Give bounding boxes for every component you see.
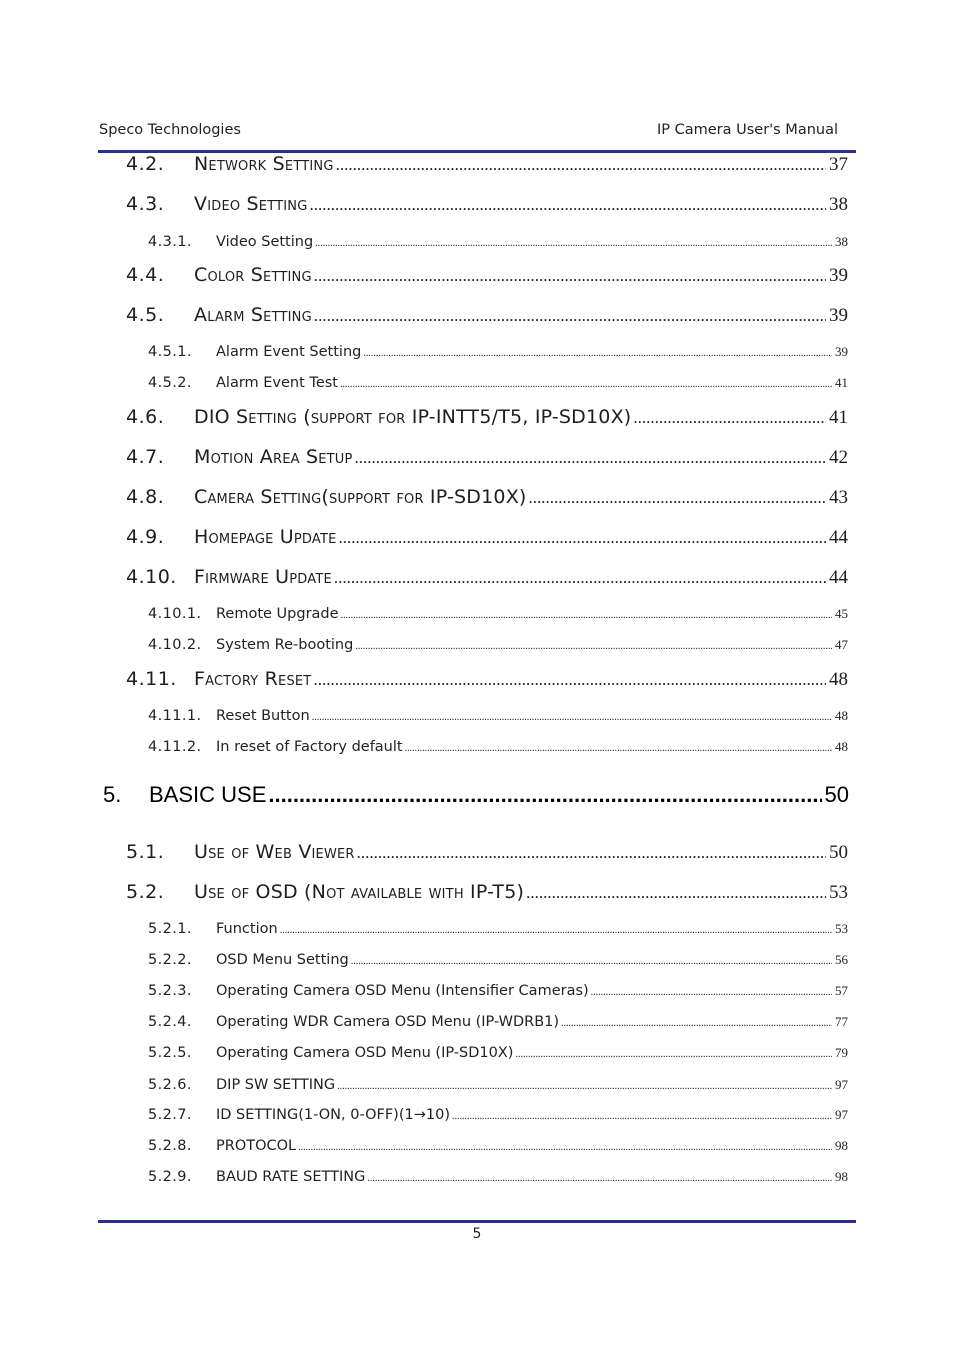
toc-entry-number: 4.10.1. <box>148 606 202 622</box>
toc-entry-title: Use of Web Viewer <box>194 841 355 863</box>
toc-entry[interactable] <box>103 782 849 816</box>
toc-dot-leader <box>515 1049 832 1060</box>
toc-entry[interactable] <box>126 406 848 436</box>
toc-entry[interactable] <box>126 668 848 698</box>
toc-entry[interactable] <box>148 375 848 397</box>
toc-dot-leader <box>355 641 832 652</box>
toc-entry-number: 5.1. <box>126 841 165 863</box>
toc-entry-title: Motion Area Setup <box>194 446 353 468</box>
toc-entry-title: OSD Menu Setting <box>216 952 349 968</box>
toc-entry-number: 4.11.2. <box>148 739 202 755</box>
toc-entry-title: Function <box>216 921 278 937</box>
toc-entry-page: 97 <box>835 1077 848 1092</box>
toc-dot-leader <box>341 610 832 621</box>
toc-entry[interactable] <box>148 1107 848 1129</box>
toc-entry[interactable] <box>126 446 848 476</box>
toc-entry-page: 53 <box>835 921 848 936</box>
toc-entry-number: 4.4. <box>126 264 165 286</box>
toc-entry-page: 39 <box>829 305 848 326</box>
toc-dot-leader <box>336 155 826 175</box>
toc-dot-leader <box>340 379 832 390</box>
toc-dot-leader <box>280 925 832 936</box>
toc-dot-leader <box>339 528 826 548</box>
toc-entry[interactable] <box>148 921 848 943</box>
toc-dot-leader <box>529 488 826 508</box>
toc-entry-page: 50 <box>829 842 848 863</box>
toc-entry-page: 43 <box>829 487 848 508</box>
toc-entry-number: 4.5.2. <box>148 375 192 391</box>
toc-entry[interactable] <box>126 526 848 556</box>
toc-entry-number: 4.3. <box>126 193 165 215</box>
toc-dot-leader <box>351 956 832 967</box>
toc-entry-page: 48 <box>829 669 848 690</box>
toc-entry[interactable] <box>148 234 848 256</box>
toc-entry-page: 38 <box>835 234 848 249</box>
toc-entry-page: 41 <box>829 407 848 428</box>
toc-entry[interactable] <box>148 1138 848 1160</box>
toc-entry-title: System Re-booting <box>216 637 354 653</box>
toc-dot-leader <box>268 782 821 808</box>
toc-dot-leader <box>337 1081 832 1092</box>
toc-dot-leader <box>355 448 826 468</box>
toc-entry[interactable] <box>148 1169 848 1191</box>
toc-entry-title: Camera Setting(support for IP-SD10X) <box>194 486 527 508</box>
toc-entry-title: Network Setting <box>194 153 334 175</box>
toc-entry-title: Video Setting <box>216 234 314 250</box>
toc-entry-page: 97 <box>835 1107 848 1122</box>
toc-entry-page: 39 <box>835 344 848 359</box>
toc-entry-title: Remote Upgrade <box>216 606 339 622</box>
toc-entry-title: BAUD RATE SETTING <box>216 1169 366 1185</box>
toc-entry-page: 38 <box>829 194 848 215</box>
header-company: Speco Technologies <box>99 122 241 138</box>
toc-entry-number: 4.5. <box>126 304 165 326</box>
toc-entry-page: 50 <box>824 782 849 807</box>
toc-entry-number: 4.2. <box>126 153 165 175</box>
toc-entry[interactable] <box>148 952 848 974</box>
toc-entry-page: 57 <box>835 983 848 998</box>
toc-entry-title: BASIC USE <box>149 782 267 807</box>
toc-entry-title: Alarm Event Test <box>216 375 338 391</box>
toc-dot-leader <box>633 408 826 428</box>
toc-entry-title: In reset of Factory default <box>216 739 403 755</box>
toc-entry-title: Operating WDR Camera OSD Menu (IP-WDRB1) <box>216 1014 560 1030</box>
toc-dot-leader <box>561 1018 832 1029</box>
toc-dot-leader <box>312 712 832 723</box>
toc-entry-page: 47 <box>835 637 848 652</box>
toc-entry-number: 4.11.1. <box>148 708 202 724</box>
header-manual-title: IP Camera User's Manual <box>656 122 838 138</box>
toc-dot-leader <box>334 568 826 588</box>
toc-entry-page: 48 <box>835 739 848 754</box>
toc-dot-leader <box>526 883 826 903</box>
toc-entry-title: Alarm Setting <box>194 304 312 326</box>
toc-entry[interactable] <box>148 1045 848 1067</box>
toc-entry-number: 5.2.8. <box>148 1138 192 1154</box>
toc-entry[interactable] <box>148 983 848 1005</box>
toc-entry-number: 5.2.5. <box>148 1045 192 1061</box>
toc-entry[interactable] <box>148 1014 848 1036</box>
toc-entry-number: 4.5.1. <box>148 344 192 360</box>
toc-entry-title: Firmware Update <box>194 566 332 588</box>
toc-entry-page: 98 <box>835 1138 848 1153</box>
toc-dot-leader <box>357 843 826 863</box>
toc-dot-leader <box>452 1111 832 1122</box>
page-number: 5 <box>472 1226 482 1242</box>
toc-entry-number: 5. <box>103 782 122 807</box>
toc-entry-number: 4.10. <box>126 566 177 588</box>
toc-entry[interactable] <box>126 566 848 596</box>
toc-entry-number: 5.2.9. <box>148 1169 192 1185</box>
toc-entry-number: 4.8. <box>126 486 165 508</box>
toc-entry-title: ID SETTING(1-ON, 0-OFF)(1→10) <box>216 1107 450 1123</box>
toc-entry-number: 5.2.4. <box>148 1014 192 1030</box>
toc-entry-title: PROTOCOL <box>216 1138 297 1154</box>
toc-entry[interactable] <box>148 739 848 761</box>
toc-entry-title: DIO Setting (support for IP-INTT5/T5, IP-SD10X) <box>194 406 632 428</box>
toc-dot-leader <box>310 195 827 215</box>
toc-entry[interactable] <box>148 606 848 628</box>
toc-dot-leader <box>314 266 826 286</box>
toc-entry-page: 53 <box>829 882 848 903</box>
toc-entry-number: 4.7. <box>126 446 165 468</box>
toc-entry-title: Color Setting <box>194 264 312 286</box>
toc-entry-number: 5.2.6. <box>148 1077 192 1093</box>
toc-entry-title: DIP SW SETTING <box>216 1077 336 1093</box>
toc-entry-page: 37 <box>829 154 848 175</box>
toc-entry-number: 4.6. <box>126 406 165 428</box>
toc-entry-title: Video Setting <box>194 193 308 215</box>
toc-entry[interactable] <box>148 637 848 659</box>
toc-entry-title: Alarm Event Setting <box>216 344 362 360</box>
toc-entry-page: 44 <box>829 567 848 588</box>
toc-entry-number: 5.2.3. <box>148 983 192 999</box>
toc-dot-leader <box>363 348 832 359</box>
toc-entry-page: 45 <box>835 606 848 621</box>
toc-entry-page: 39 <box>829 265 848 286</box>
toc-entry[interactable] <box>126 841 848 871</box>
toc-entry-page: 48 <box>835 708 848 723</box>
toc-dot-leader <box>591 987 832 998</box>
toc-entry-number: 4.3.1. <box>148 234 192 250</box>
toc-dot-leader <box>314 306 826 326</box>
toc-dot-leader <box>313 670 826 690</box>
toc-entry-number: 5.2.1. <box>148 921 192 937</box>
toc-entry-number: 5.2.7. <box>148 1107 192 1123</box>
toc-entry[interactable] <box>148 708 848 730</box>
toc-entry[interactable] <box>148 344 848 366</box>
toc-entry-number: 5.2.2. <box>148 952 192 968</box>
toc-entry-page: 79 <box>835 1045 848 1060</box>
toc-entry[interactable] <box>148 1077 848 1099</box>
toc-dot-leader <box>315 238 832 249</box>
toc-entry-title: Operating Camera OSD Menu (Intensifier Cameras) <box>216 983 589 999</box>
footer-rule <box>98 1220 856 1223</box>
toc-entry-number: 5.2. <box>126 881 165 903</box>
toc-entry-page: 77 <box>835 1014 848 1029</box>
toc-entry-page: 56 <box>835 952 848 967</box>
toc-entry-number: 4.10.2. <box>148 637 202 653</box>
toc-entry[interactable] <box>126 193 848 223</box>
toc-entry-title: Homepage Update <box>194 526 337 548</box>
toc-dot-leader <box>405 743 832 754</box>
toc-entry[interactable] <box>126 881 848 911</box>
toc-entry-title: Use of OSD (Not available with IP-T5) <box>194 881 525 903</box>
toc-entry-page: 41 <box>835 375 848 390</box>
toc-entry[interactable] <box>126 486 848 516</box>
toc-entry-title: Factory Reset <box>194 668 312 690</box>
toc-entry-page: 98 <box>835 1169 848 1184</box>
toc-entry[interactable] <box>126 264 848 294</box>
toc-entry-title: Reset Button <box>216 708 310 724</box>
toc-entry-number: 4.9. <box>126 526 165 548</box>
toc-entry-number: 4.11. <box>126 668 177 690</box>
toc-entry-page: 42 <box>829 447 848 468</box>
toc-dot-leader <box>298 1142 832 1153</box>
toc-entry-title: Operating Camera OSD Menu (IP-SD10X) <box>216 1045 514 1061</box>
toc-entry-page: 44 <box>829 527 848 548</box>
toc-entry[interactable] <box>126 304 848 334</box>
toc-dot-leader <box>367 1173 832 1184</box>
toc-entry[interactable] <box>126 153 848 183</box>
